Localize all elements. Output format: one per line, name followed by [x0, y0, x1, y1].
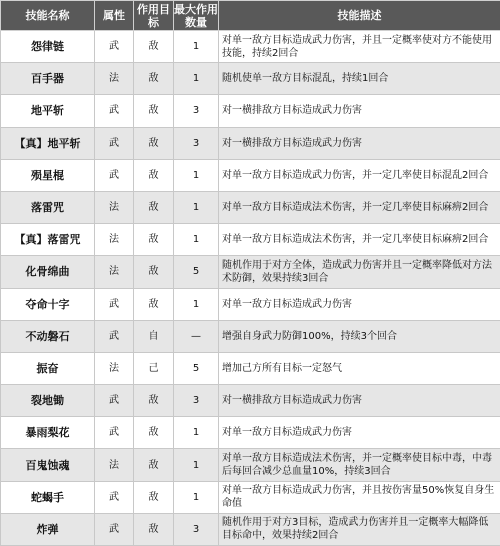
skill-max-count: 5: [174, 352, 219, 384]
skill-description: 对单一敌方目标造成法术伤害，并一定几率使目标麻痹2回合: [219, 191, 500, 223]
table-row: [1, 191, 500, 223]
table-row: [1, 481, 500, 513]
skill-description: 增加己方所有目标一定怒气: [219, 352, 500, 384]
skill-attribute: 法: [95, 191, 134, 223]
skill-name: 化骨绵曲: [1, 256, 95, 288]
table-row: [1, 449, 500, 481]
skill-attribute: 武: [95, 385, 134, 417]
skill-target: 敌: [134, 95, 174, 127]
skill-attribute: 武: [95, 95, 134, 127]
header-description: 技能描述: [219, 1, 500, 31]
skill-description: 对单一敌方目标造成武力伤害，并且按伤害量50%恢复自身生命值: [219, 481, 500, 513]
skill-target: 敌: [134, 385, 174, 417]
skill-attribute: 武: [95, 31, 134, 63]
skill-description: 对单一敌方目标造成法术伤害，并一定几率使目标麻痹2回合: [219, 224, 500, 256]
skill-name: 地平斩: [1, 95, 95, 127]
skill-description: 随机作用于对方全体，造成武力伤害并且一定概率降低对方法术防御，效果持续3回合: [219, 256, 500, 288]
skill-name: 【真】地平斩: [1, 127, 95, 159]
table-row: [1, 288, 500, 320]
skill-max-count: 3: [174, 385, 219, 417]
skill-description: 对单一敌方目标造成武力伤害，并且一定概率使对方不能使用技能，持续2回合: [219, 31, 500, 63]
skill-description: 随机作用于对方3目标，造成武力伤害并且一定概率大幅降低目标命中，效果持续2回合: [219, 513, 500, 545]
skill-attribute: 法: [95, 352, 134, 384]
skill-max-count: 5: [174, 256, 219, 288]
table-row: [1, 224, 500, 256]
skill-name: 百鬼蚀魂: [1, 449, 95, 481]
skill-target: 敌: [134, 63, 174, 95]
skill-name: 裂地锄: [1, 385, 95, 417]
skill-name: 暴雨梨花: [1, 417, 95, 449]
skill-max-count: 1: [174, 63, 219, 95]
table-row: [1, 95, 500, 127]
skill-attribute: 武: [95, 127, 134, 159]
skill-name: 不动磐石: [1, 320, 95, 352]
skill-target: 敌: [134, 449, 174, 481]
table-row: [1, 385, 500, 417]
skill-description: 对一横排敌方目标造成武力伤害: [219, 385, 500, 417]
skill-name: 炸弹: [1, 513, 95, 545]
header-max-count: 最大作用数量: [174, 2, 218, 29]
skill-max-count: 1: [174, 417, 219, 449]
skill-attribute: 武: [95, 320, 134, 352]
skill-attribute: 武: [95, 288, 134, 320]
skill-name: 振奋: [1, 352, 95, 384]
skill-target: 敌: [134, 31, 174, 63]
skill-attribute: 武: [95, 417, 134, 449]
header-target: 作用目标: [134, 1, 174, 31]
skill-target: 敌: [134, 481, 174, 513]
skill-max-count: 3: [174, 95, 219, 127]
table-row: [1, 417, 500, 449]
skill-description: 对单一敌方目标造成武力伤害: [219, 417, 500, 449]
skill-description: 对单一敌方目标造成武力伤害，并一定几率使目标混乱2回合: [219, 159, 500, 191]
table-row: [1, 127, 500, 159]
skill-name: 【真】落雷咒: [1, 224, 95, 256]
skill-target: 敌: [134, 256, 174, 288]
skill-attribute: 武: [95, 159, 134, 191]
skill-name: 怨律链: [1, 31, 95, 63]
skill-target: 敌: [134, 513, 174, 545]
skill-attribute: 武: [95, 513, 134, 545]
skill-description: 对一横排敌方目标造成武力伤害: [219, 127, 500, 159]
skill-name: 夺命十字: [1, 288, 95, 320]
skill-max-count: —: [174, 320, 219, 352]
skill-name: 百手器: [1, 63, 95, 95]
skill-name: 落雷咒: [1, 191, 95, 223]
table-row: [1, 513, 500, 545]
skill-name: 殒星棍: [1, 159, 95, 191]
skill-target: 己: [134, 352, 174, 384]
skill-description: 对单一敌方目标造成武力伤害: [219, 288, 500, 320]
skill-max-count: 1: [174, 31, 219, 63]
skill-description: 随机使单一敌方目标混乱，持续1回合: [219, 63, 500, 95]
skill-attribute: 法: [95, 224, 134, 256]
skill-max-count: 1: [174, 159, 219, 191]
skill-max-count: 1: [174, 449, 219, 481]
skill-target: 自: [134, 320, 174, 352]
table-row: [1, 352, 500, 384]
skill-target: 敌: [134, 159, 174, 191]
skill-max-count: 1: [174, 224, 219, 256]
skill-attribute: 法: [95, 449, 134, 481]
table-row: [1, 31, 500, 63]
skill-max-count: 3: [174, 127, 219, 159]
skill-name: 蛇蝎手: [1, 481, 95, 513]
skill-target: 敌: [134, 224, 174, 256]
skill-max-count: 1: [174, 481, 219, 513]
skill-target: 敌: [134, 417, 174, 449]
table-row: [1, 63, 500, 95]
header-attribute: 属性: [95, 1, 134, 31]
skill-attribute: 武: [95, 481, 134, 513]
header-skill-name: 技能名称: [1, 1, 95, 31]
skill-max-count: 3: [174, 513, 219, 545]
skill-description: 对单一敌方目标造成法术伤害，并一定概率使目标中毒，中毒后每回合减少总血量10%，持续3回合: [219, 449, 500, 481]
skill-max-count: 1: [174, 288, 219, 320]
skill-description: 对一横排敌方目标造成武力伤害: [219, 95, 500, 127]
skill-target: 敌: [134, 191, 174, 223]
skill-attribute: 法: [95, 256, 134, 288]
table-row: [1, 159, 500, 191]
table-row: [1, 256, 500, 288]
header-row: [1, 1, 500, 31]
skill-target: 敌: [134, 288, 174, 320]
table-row: [1, 320, 500, 352]
skill-max-count: 1: [174, 191, 219, 223]
skill-target: 敌: [134, 127, 174, 159]
skill-description: 增强自身武力防御100%，持续3个回合: [219, 320, 500, 352]
skill-attribute: 法: [95, 63, 134, 95]
